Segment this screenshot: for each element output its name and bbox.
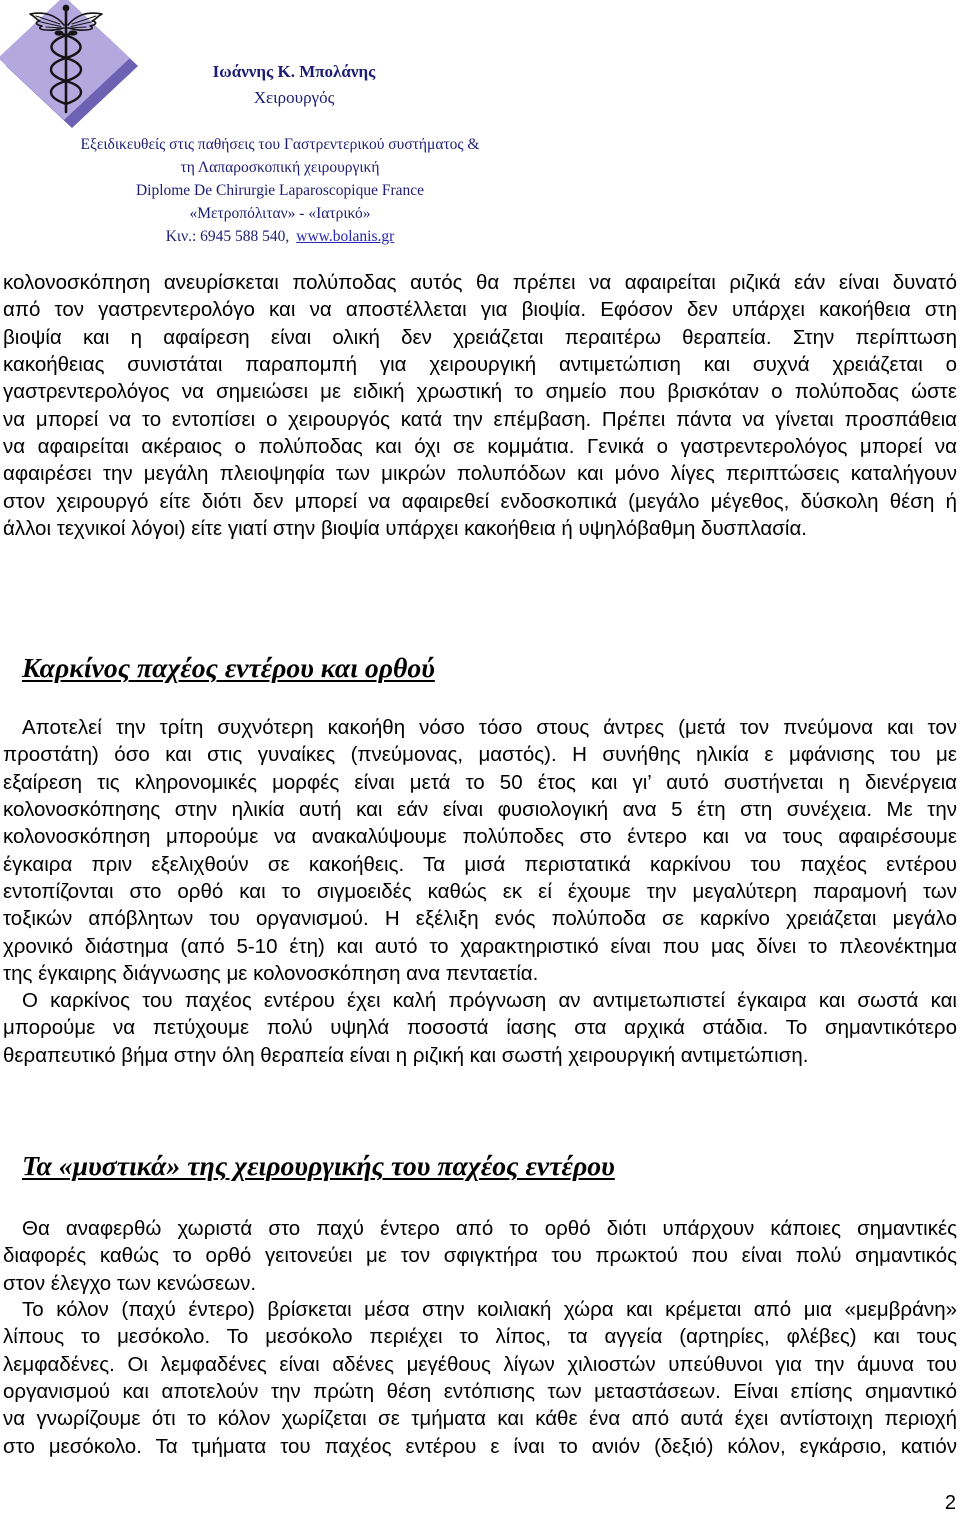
paragraph-line: γαστρεντερολόγος να σημειώσει με ειδική χρωστική το σημείο που βρισκόταν ο πολύποδας ώστε: [3, 380, 957, 404]
paragraph-line: κολονοσκόπηση μπορούμε να ανακαλύψουμε πολύποδες στο έντερο και να τους αφαιρέσουμε: [3, 825, 957, 849]
paragraph-line: προστάτη) όσο και στις γυναίκες (πνεύμονας, μαστός). Η συνήθης ηλικία ε μφάνισης του με: [3, 743, 957, 767]
paragraph: [3, 269, 957, 542]
paragraph-line: να μπορεί να το εντοπίσει ο χειρουργός κατά την επέμβαση. Πρέπει πάντα να γίνεται προσπάθεια: [3, 407, 957, 431]
letterhead-info-line: Diplome De Chirurgie Laparoscopique France: [135, 182, 425, 199]
paragraph-line: αφαιρέσει την μεγάλη πλειοψηφία των μικρών πολυπόδων και μόνο λίγες περιπτώσεις καταλήγουν: [3, 462, 957, 486]
caduceus-snake-head-right: [69, 30, 78, 35]
paragraph-line: Θα αναφερθώ χωριστά στο παχύ έντερο από το ορθό διότι υπάρχουν κάποιες σημαντικές: [22, 1217, 957, 1240]
paragraph-line: θεραπευτικό βήμα στην όλη θεραπεία είναι η ριζική και σωστή χειρουργική αντιμετώπιση.: [3, 1043, 809, 1067]
paragraph: [3, 714, 957, 987]
paragraph-line: Το κόλον (παχύ έντερο) βρίσκεται μέσα στην κοιλιακή χώρα και κρέμεται από μια «μεμβράνη»: [22, 1298, 957, 1321]
letterhead-title: [94, 59, 494, 111]
paragraph-line: διαφορές καθώς το ορθό γειτονεύει με τον σφιγκτήρα του πρωκτού που είναι πολύ σημαντικός: [3, 1244, 957, 1268]
paragraph-line: λεμφαδένες. Οι λεμφαδένες είναι αδένες μεγέθους λίγων χιλιοστών υπεύθυνοι για την άμυνα του: [3, 1352, 957, 1376]
letterhead-info-line: «Μετροπόλιταν» - «Ιατρικό»: [189, 205, 371, 222]
paragraph-line: να γνωρίζουμε ότι το κόλον χωρίζεται σε τμήματα και κάθε ένα από αυτά έχει αντίστοιχη περιοχή: [3, 1407, 957, 1431]
section-heading: Καρκίνος παχέος εντέρου και ορθού: [22, 652, 435, 683]
phone-number: Κιν.: 6945 588 540,: [165, 228, 290, 245]
paragraph-line: κακοήθειας συνιστάται παραπομπή για χειρουργική αντιμετώπιση και συχνά χρειάζεται ο: [3, 352, 957, 376]
paragraph-line: Ο καρκίνος του παχέος εντέρου έχει καλή πρόγνωση αν αντιμετωπιστεί έγκαιρα και σωστά και: [22, 989, 957, 1012]
letterhead-info: [30, 133, 530, 248]
page-number: 2: [944, 1492, 956, 1514]
paragraph-line: από τον γαστρεντερολόγο και να αποστέλλεται για βιοψία. Εφόσον δεν υπάρχει κακοήθεια στη: [3, 298, 957, 322]
paragraph-line: χρονικό διάστημα (από 5-10 έτη) και αυτό το χαρακτηριστικό είναι που μας δίνει το πλεονέκτημα: [3, 934, 957, 958]
website-link[interactable]: www.bolanis.gr: [296, 228, 395, 245]
contact-line: [30, 225, 530, 248]
caduceus-knob: [63, 5, 70, 12]
paragraph-line: στον χειρουργό είτε διότι δεν μπορεί να αφαιρεθεί ενδοσκοπικά (μεγάλο μέγεθος, δύσκολη θέση ή: [3, 489, 957, 513]
paragraph-line: μπορούμε να πετύχουμε πολύ υψηλά ποσοστά ίασης στα αρχικά στάδια. Το σημαντικότερο: [3, 1016, 957, 1040]
paragraph: [3, 987, 957, 1069]
paragraph-line: λίπους το μεσόκολο. Το μεσόκολο περιέχει το λίπος, τα αγγεία (αρτηρίες, φλέβες) και τους: [3, 1325, 957, 1349]
paragraph-line: στο μεσόκολο. Τα τμήματα του παχέος εντέρου ε ίναι το ανιόν (δεξιό) κόλον, εγκάρσιο, κατιόν: [3, 1434, 957, 1458]
paragraph: [3, 1215, 957, 1297]
paragraph-line: να αφαιρείται ακέραιος ο πολύποδας και όχι σε κομμάτια. Γενικά ο γαστρεντερολόγος μπορεί να: [3, 434, 957, 458]
paragraph-line: στον έλεγχο των κενώσεων.: [3, 1271, 257, 1295]
caduceus-snake-head-left: [55, 30, 64, 35]
paragraph-line: οργανισμού και αποτελούν την πρώτη θέση εντόπισης των μεταστάσεων. Είναι επίσης σημαντικό: [3, 1379, 957, 1403]
paragraph-line: κολονοσκόπησης στην ηλικία αυτή και εάν είναι φυσιολογική ανα 5 έτη στη συνέχεια. Με την: [3, 797, 957, 821]
section-heading: Τα «μυστικά» της χειρουργικής του παχέος εντέρου: [22, 1151, 615, 1182]
paragraph-line: κολονοσκόπηση ανευρίσκεται πολύποδας αυτός θα πρέπει να αφαιρείται ριζικά εάν είναι δυνατό: [3, 271, 957, 294]
letterhead-info-line: Εξειδικευθείς στις παθήσεις του Γαστρεντερικού συστήματος &: [80, 136, 480, 153]
paragraph-line: τοξικών απόβλητων του οργανισμού. Η εξέλιξη ενός πολύποδα σε καρκίνο χρειάζεται μεγάλο: [3, 907, 957, 931]
paragraph-line: άλλοι τεχνικοί λόγοι) είτε γιατί στην βιοψία υπάρχει κακοήθεια ή υψηλόβαθμη δυσπλασία.: [3, 516, 808, 540]
letterhead-info-line: τη Λαπαροσκοπική χειρουργική: [180, 159, 380, 176]
paragraph-line: έγκαιρα πριν εξελιχθούν σε κακοήθεις. Τα μισά περιστατικά καρκίνου του παχέος εντέρου: [3, 852, 957, 876]
paragraph-line: εντοπίζονται στο ορθό και το σιγμοειδές καθώς εκ εί έχουμε την μεγαλύτερη παραμονή των: [3, 879, 957, 903]
author-profession: Χειρουργός: [253, 88, 335, 107]
paragraph-line: της έγκαιρης διάγνωσης με κολονοσκόπηση ανα πενταετία.: [3, 961, 539, 985]
paragraph-line: Αποτελεί την τρίτη συχνότερη κακοήθη νόσο τόσο στους άντρες (μετά τον πνεύμονα και τον: [22, 716, 957, 739]
paragraph-line: εξαίρεση τις κληρονομικές μορφές είναι μετά το 50 έτος και γι’ αυτό συστήνεται η διενέργεια: [3, 770, 957, 794]
author-name: Ιωάννης Κ. Μπολάνης: [212, 62, 376, 81]
paragraph-line: βιοψία και η αφαίρεση είναι ολική δεν χρειάζεται περαιτέρω θεραπεία. Στην περίπτωση: [3, 325, 957, 349]
paragraph: [3, 1296, 957, 1460]
